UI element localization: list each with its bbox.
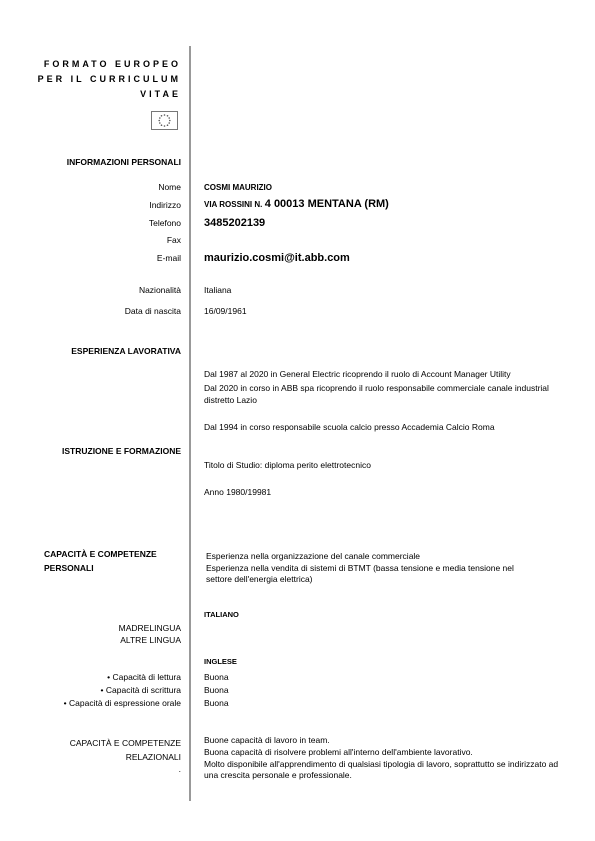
value-email: maurizio.cosmi@it.abb.com <box>204 252 350 264</box>
label-email: E-mail <box>156 253 181 263</box>
value-data-nascita: 16/09/1961 <box>204 306 247 316</box>
education-title: Titolo di Studio: diploma perito elettrotecnico <box>204 460 371 470</box>
label-altre-lingua: ALTRE LINGUA <box>120 635 181 645</box>
label-fax: Fax <box>166 235 181 245</box>
skills-line: Esperienza nella vendita di sistemi di BTMT (bassa tensione e media tensione nel <box>206 563 514 573</box>
label-telefono: Telefono <box>148 218 181 228</box>
section-title-education: ISTRUZIONE E FORMAZIONE <box>62 446 181 456</box>
cv-header-line-3: VITAE <box>140 89 181 99</box>
cv-header-line-1: FORMATO EUROPEO <box>43 59 181 69</box>
eu-flag-icon <box>151 111 178 130</box>
label-data-nascita: Data di nascita <box>124 306 181 316</box>
label-nazionalita: Nazionalità <box>138 285 181 295</box>
experience-entry: Dal 1994 in corso responsabile scuola calcio presso Accademia Calcio Roma <box>204 422 495 432</box>
experience-entry: distretto Lazio <box>204 395 257 405</box>
skills-line: Esperienza nella organizzazione del canale commerciale <box>206 551 421 561</box>
label-indirizzo: Indirizzo <box>149 200 181 210</box>
label-nome: Nome <box>158 182 181 192</box>
label-relational-2: RELAZIONALI <box>125 752 181 762</box>
section-title-personal: INFORMAZIONI PERSONALI <box>66 157 181 167</box>
relational-line: Buona capacità di risolvere problemi all'interno dell'ambiente lavorativo. <box>204 747 473 757</box>
language-name: INGLESE <box>204 657 237 666</box>
label-relational: CAPACITÀ E COMPETENZE <box>69 738 181 748</box>
value-nazionalita: Italiana <box>204 285 232 295</box>
value-madrelingua: ITALIANO <box>204 610 239 619</box>
relational-line: Buone capacità di lavoro in team. <box>204 735 330 745</box>
label-espressione-orale: • Capacità di espressione orale <box>63 698 181 708</box>
value-telefono: 3485202139 <box>204 217 266 229</box>
relational-line: Molto disponibile all'apprendimento di qualsiasi tipologia di lavoro, soprattutto se indirizzato ad <box>204 759 559 769</box>
label-scrittura: • Capacità di scrittura <box>100 685 181 695</box>
address-main: 4 00013 MENTANA (RM) <box>264 198 389 210</box>
section-title-skills-2: PERSONALI <box>44 563 94 573</box>
skills-line: settore dell'energia elettrica) <box>206 574 313 584</box>
value-lettura: Buona <box>204 672 229 682</box>
experience-entry: Dal 2020 in corso in ABB spa ricoprendo il ruolo responsabile commerciale canale industrial <box>204 383 549 393</box>
vertical-divider <box>189 46 191 801</box>
value-nome: COSMI MAURIZIO <box>204 183 272 192</box>
label-relational-3: . <box>178 764 181 774</box>
section-title-experience: ESPERIENZA LAVORATIVA <box>71 346 181 356</box>
label-madrelingua: MADRELINGUA <box>118 623 181 633</box>
label-lettura: • Capacità di lettura <box>107 672 181 682</box>
experience-entry: Dal 1987 al 2020 in General Electric ricoprendo il ruolo di Account Manager Utility <box>204 369 511 379</box>
cv-header-line-2: PER IL CURRICULUM <box>37 74 181 84</box>
relational-line: una crescita personale e professionale. <box>204 770 352 780</box>
value-indirizzo <box>204 198 389 211</box>
value-scrittura: Buona <box>204 685 229 695</box>
education-year: Anno 1980/19981 <box>204 487 272 497</box>
section-title-skills: CAPACITÀ E COMPETENZE <box>44 549 157 559</box>
address-prefix: VIA ROSSINI N. <box>204 200 263 209</box>
value-espressione-orale: Buona <box>204 698 229 708</box>
